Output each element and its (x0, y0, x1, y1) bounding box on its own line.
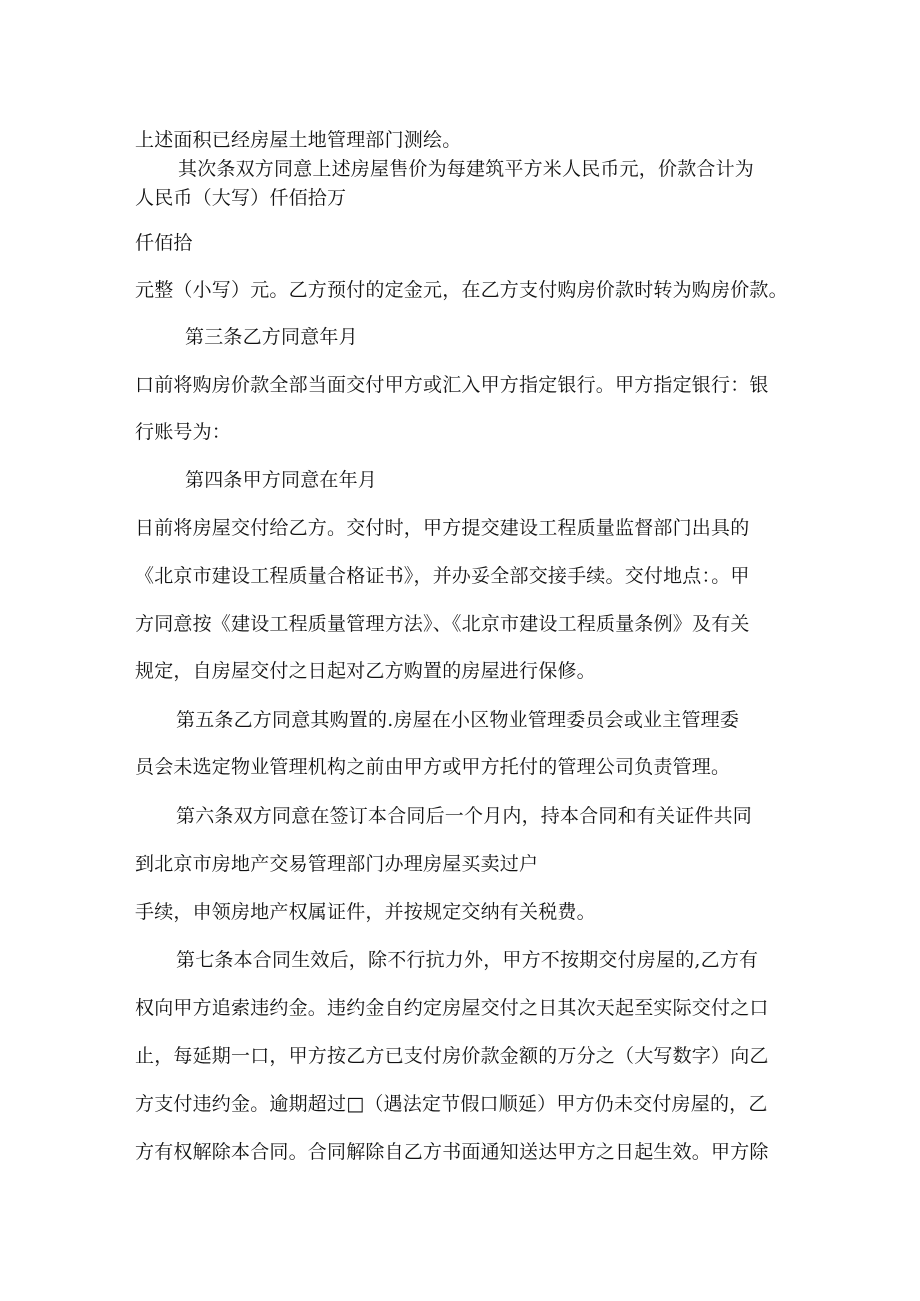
text-line: 口前将购房价款全部当面交付甲方或汇入甲方指定银行。甲方指定银行：银 (135, 374, 769, 396)
text-line: 手续，申领房地产权属证件，并按规定交纳有关税费。 (135, 901, 596, 923)
text-line: 第五条乙方同意其购置的.房屋在小区物业管理委员会或业主管理委 (176, 709, 740, 731)
text-line: 规定，自房屋交付之日起对乙方购置的房屋进行保修。 (135, 660, 596, 682)
text-line: 日前将房屋交付给乙方。交付时，甲方提交建设工程质量监督部门出具的 (135, 517, 750, 539)
text-line: 方支付违约金。逾期超过□（遇法定节假口顺延）甲方仍未交付房屋的，乙 (135, 1093, 768, 1115)
text-line: 方有权解除本合同。合同解除自乙方书面通知送达甲方之日起生效。甲方除 (135, 1141, 769, 1163)
text-line: 第七条本合同生效后，除不行抗力外，甲方不按期交付房屋的,乙方有 (176, 949, 759, 971)
text-line: 仟佰拾 (135, 232, 193, 254)
text-line: 第六条双方同意在签订本合同后一个月内，持本合同和有关证件共同 (176, 805, 753, 827)
text-line: 第三条乙方同意年月 (185, 326, 358, 348)
text-line: 员会未选定物业管理机构之前由甲方或甲方托付的管理公司负责管理。 (135, 756, 731, 778)
text-line: 《北京市建设工程质量合格证书》，并办妥全部交接手续。交付地点：。甲 (135, 565, 750, 587)
text-line: 权向甲方追索违约金。违约金自约定房屋交付之日其次天起至实际交付之口 (135, 997, 769, 1019)
text-line: 第四条甲方同意在年月 (185, 469, 378, 491)
text-line: 方同意按《建设工程质量管理方法》、《北京市建设工程质量条例》及有关 (135, 613, 750, 635)
text-line: 止，每延期一口，甲方按乙方已支付房价款金额的万分之（大写数字）向乙 (135, 1045, 769, 1067)
text-line: 人民币（大写）仟佰拾万 (135, 187, 347, 209)
text-line: 其次条双方同意上述房屋售价为每建筑平方米人民币元，价款合计为 (178, 158, 755, 180)
text-line: 元整（小写）元。乙方预付的定金元，在乙方支付购房价款时转为购房价款。 (135, 279, 788, 301)
text-line: 到北京市房地产交易管理部门办理房屋买卖过户 (135, 853, 539, 875)
text-line: 上述面积已经房屋土地管理部门测绘。 (135, 129, 462, 151)
text-line: 行账号为： (135, 421, 232, 443)
